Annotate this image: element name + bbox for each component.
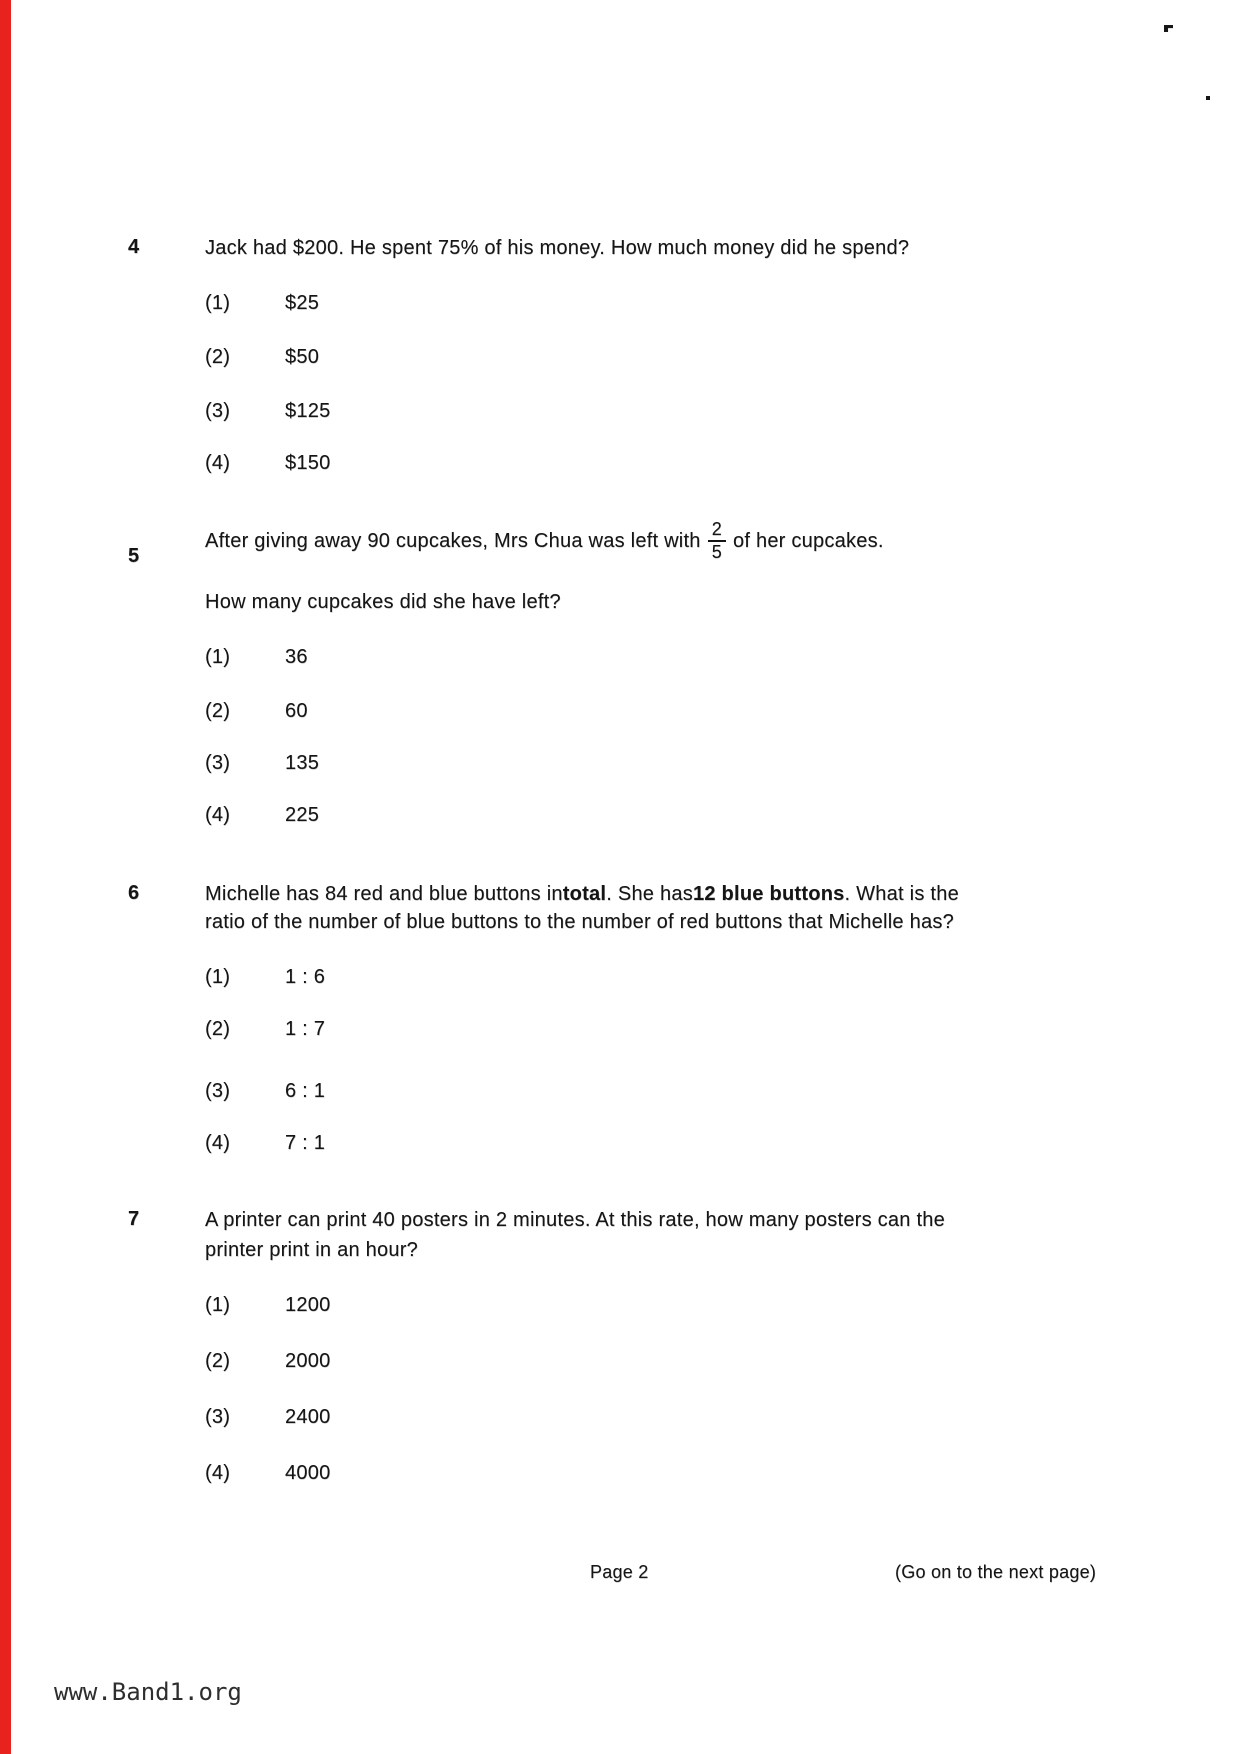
option-value: 135	[285, 752, 320, 774]
option-marker: (4)	[205, 452, 231, 474]
option-marker: (2)	[205, 1350, 231, 1372]
option-value: 4000	[285, 1462, 331, 1484]
option-value: 6 : 1	[285, 1080, 326, 1102]
option-marker: (3)	[205, 1080, 231, 1102]
option-marker: (4)	[205, 1462, 231, 1484]
left-scan-bar	[0, 0, 11, 1754]
option-marker: (3)	[205, 752, 231, 774]
option-value: 7 : 1	[285, 1132, 326, 1154]
question-text-line	[205, 910, 954, 934]
option-marker: (3)	[205, 1406, 231, 1428]
footer-page-number: Page 2	[590, 1562, 649, 1582]
option-value: 1 : 6	[285, 966, 326, 988]
option-marker: (2)	[205, 1018, 231, 1040]
option-marker: (3)	[205, 400, 231, 422]
option-marker: (1)	[205, 646, 231, 668]
question-text-line	[205, 1238, 418, 1262]
question-number: 7	[128, 1208, 140, 1230]
option-marker: (2)	[205, 700, 231, 722]
fraction-numerator: 2	[708, 520, 726, 542]
option-value: $25	[285, 292, 320, 314]
question-text-segment: How many cupcakes did she have left?	[205, 591, 561, 613]
question-number: 6	[128, 882, 140, 904]
watermark-url: www.Band1.org	[54, 1678, 242, 1706]
option-marker: (1)	[205, 1294, 231, 1316]
option-value: $50	[285, 346, 320, 368]
option-marker: (1)	[205, 292, 231, 314]
option-value: 36	[285, 646, 308, 668]
scan-speck	[1206, 96, 1210, 100]
question-text-segment: Jack had $200. He spent 75% of his money. How much money did he spend?	[205, 237, 910, 259]
question-text-line	[205, 1208, 945, 1232]
question-text-segment: . What is the	[844, 883, 959, 905]
option-value: 60	[285, 700, 308, 722]
question-text-line	[205, 520, 884, 563]
footer-next-page-note: (Go on to the next page)	[895, 1562, 1097, 1582]
option-value: 2400	[285, 1406, 331, 1428]
option-marker: (2)	[205, 346, 231, 368]
option-value: 2000	[285, 1350, 331, 1372]
option-value: $125	[285, 400, 331, 422]
question-text-segment: Michelle has 84 red and blue buttons in	[205, 883, 563, 905]
option-value: $150	[285, 452, 331, 474]
scan-speck	[1164, 25, 1173, 32]
question-number: 4	[128, 236, 140, 258]
option-value: 1 : 7	[285, 1018, 326, 1040]
question-text-segment: After giving away 90 cupcakes, Mrs Chua was left with	[205, 530, 701, 553]
fraction	[708, 520, 726, 563]
fraction-denominator: 5	[711, 542, 722, 563]
question-number: 5	[128, 545, 140, 567]
option-marker: (4)	[205, 1132, 231, 1154]
question-text-segment: of her cupcakes.	[732, 530, 884, 553]
question-text-segment: A printer can print 40 posters in 2 minutes. At this rate, how many posters can the	[205, 1209, 946, 1231]
question-text-segment: printer print in an hour?	[205, 1239, 419, 1261]
question-text-line	[205, 882, 959, 906]
question-text-segment: total	[562, 883, 607, 905]
option-value: 225	[285, 804, 320, 826]
question-text-segment: . She has	[606, 883, 693, 905]
question-text-segment: ratio of the number of blue buttons to the number of red buttons that Michelle has?	[205, 911, 954, 933]
option-marker: (1)	[205, 966, 231, 988]
question-text-line	[205, 236, 909, 260]
question-text-line	[205, 590, 561, 614]
question-text-segment: 12 blue buttons	[693, 883, 845, 905]
option-value: 1200	[285, 1294, 331, 1316]
option-marker: (4)	[205, 804, 231, 826]
